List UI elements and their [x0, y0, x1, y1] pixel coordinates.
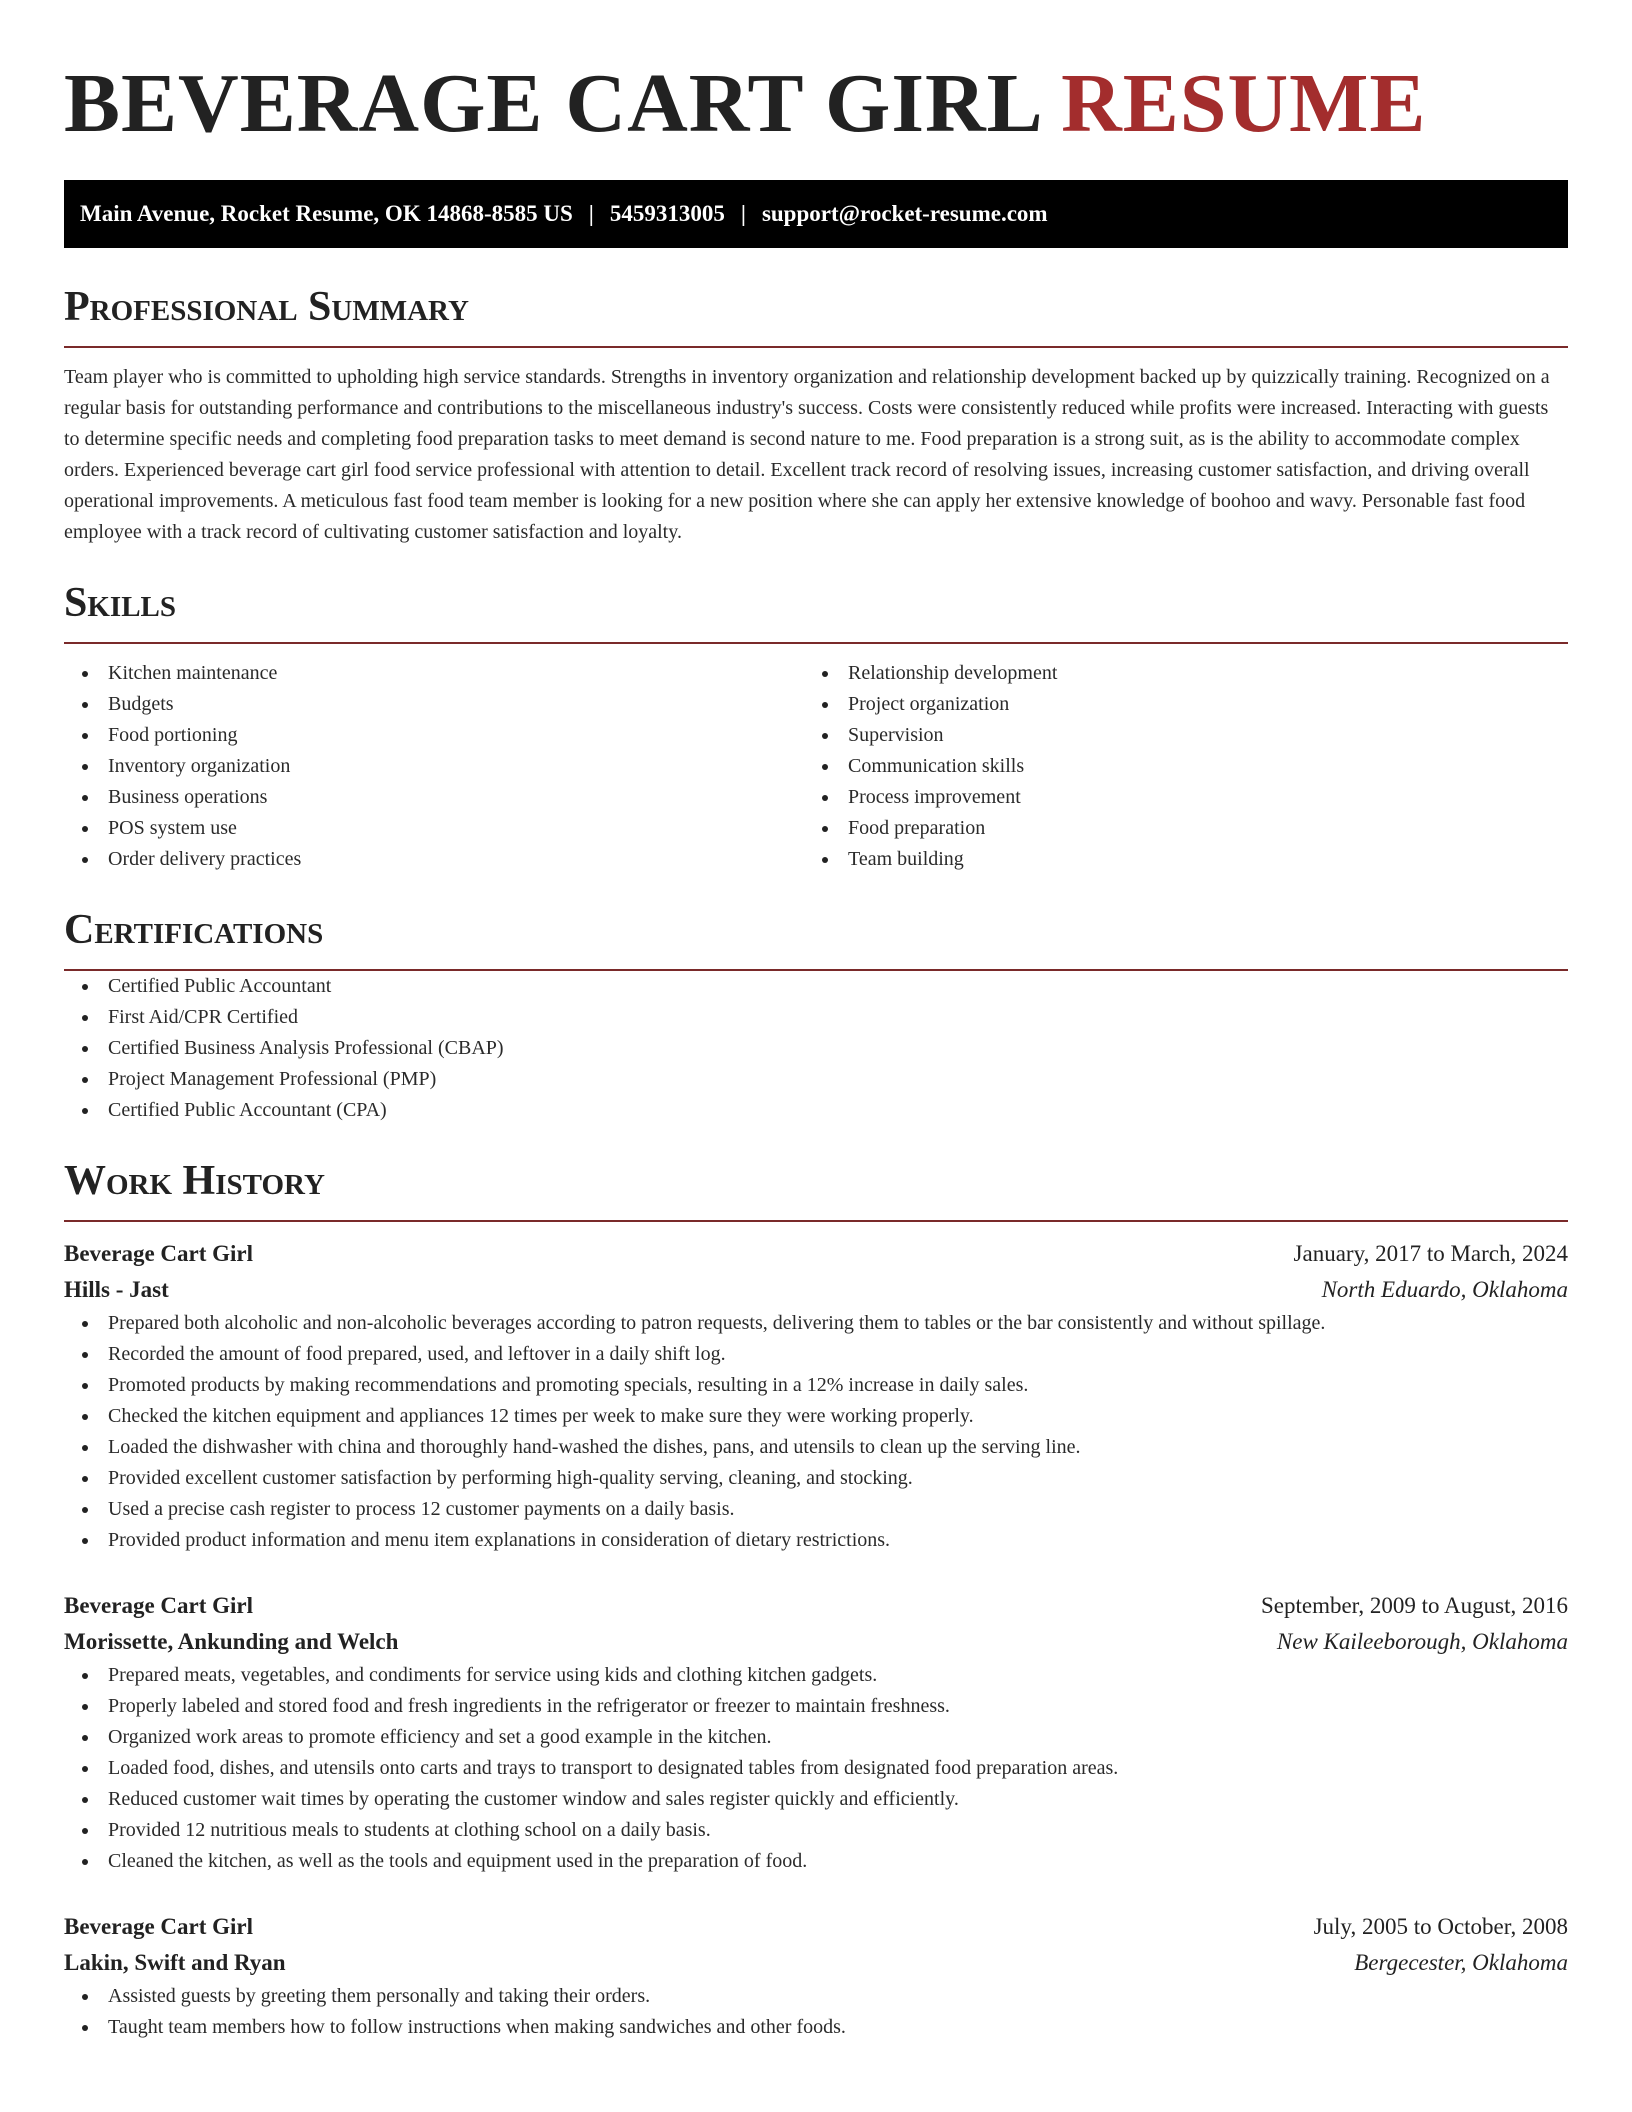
job-company: Hills - Jast	[64, 1277, 169, 1302]
job-header-row	[64, 1236, 1568, 1272]
job-location: Bergecester, Oklahoma	[1354, 1950, 1568, 1975]
job-duty-item: Properly labeled and stored food and fresh ingredients in the refrigerator or freezer to maintain freshness.	[64, 1691, 1568, 1722]
section-divider	[64, 346, 1568, 348]
certification-item: Certified Public Accountant	[64, 971, 1568, 1002]
skill-item: Food preparation	[804, 813, 1544, 844]
certifications-section	[64, 905, 1568, 1126]
job-company-row	[64, 1272, 1568, 1308]
skill-item: Communication skills	[804, 751, 1544, 782]
job-duty-item: Cleaned the kitchen, as well as the tools and equipment used in the preparation of food.	[64, 1846, 1568, 1877]
job-company: Lakin, Swift and Ryan	[64, 1950, 286, 1975]
job-duty-item: Prepared both alcoholic and non-alcoholic beverages according to patron requests, delivering them to tables or the bar consistently and without spillage.	[64, 1308, 1568, 1339]
section-heading: Professional Summary	[64, 284, 469, 330]
job-entry	[64, 1909, 1568, 2043]
job-entry	[64, 1588, 1568, 1877]
professional-summary-section	[64, 282, 1568, 548]
job-dates: September, 2009 to August, 2016	[1260, 1593, 1568, 1618]
job-duty-item: Provided 12 nutritious meals to students at clothing school on a daily basis.	[64, 1815, 1568, 1846]
job-duty-item: Reduced customer wait times by operating the customer window and sales register quickly and efficiently.	[64, 1784, 1568, 1815]
jobs-list	[64, 1236, 1568, 2043]
certification-item: Certified Business Analysis Professional (CBAP)	[64, 1033, 1568, 1064]
contact-phone: 5459313005	[609, 201, 725, 226]
contact-separator: |	[740, 201, 746, 226]
job-header-row	[64, 1588, 1568, 1624]
skill-item: Inventory organization	[64, 751, 804, 782]
skills-section	[64, 578, 1568, 875]
summary-text: Team player who is committed to upholding high service standards. Strengths in inventory organization and relationship development backed up by quizzically training. Recognized on a regular basis for outstanding performance and contributions to the miscellaneous industry's success. Costs were consistently reduced while profits were increased. Interacting with guests to determine specific needs and completing food preparation tasks to meet demand is second nature to me. Food preparation is a strong suit, as is the ability to accommodate complex orders. Experienced beverage cart girl food service professional with attention to detail. Excellent track record of resolving issues, increasing customer satisfaction, and driving overall operational improvements. A meticulous fast food team member is looking for a new position where she can apply her extensive knowledge of boohoo and wavy. Personable fast food employee with a track record of cultivating customer satisfaction and loyalty.	[64, 366, 1550, 543]
contact-address: Main Avenue, Rocket Resume, OK 14868-8585 US	[80, 201, 573, 226]
resume-page	[64, 0, 1568, 2043]
skills-column-right	[804, 658, 1544, 875]
job-location: New Kaileeborough, Oklahoma	[1276, 1629, 1568, 1654]
job-duty-item: Promoted products by making recommendations and promoting specials, resulting in a 12% increase in daily sales.	[64, 1370, 1568, 1401]
job-duty-item: Organized work areas to promote efficiency and set a good example in the kitchen.	[64, 1722, 1568, 1753]
job-header-row	[64, 1909, 1568, 1945]
skill-item: Order delivery practices	[64, 844, 804, 875]
section-heading: Work History	[64, 1158, 325, 1204]
skill-item: Process improvement	[804, 782, 1544, 813]
section-heading: Skills	[64, 580, 177, 626]
job-dates: January, 2017 to March, 2024	[1293, 1241, 1568, 1266]
contact-bar	[64, 180, 1568, 248]
certification-item: First Aid/CPR Certified	[64, 1002, 1568, 1033]
job-duty-item: Loaded food, dishes, and utensils onto carts and trays to transport to designated tables from designated food preparation areas.	[64, 1753, 1568, 1784]
job-duties-list	[64, 1660, 1568, 1877]
contact-separator: |	[588, 201, 594, 226]
job-duties-list	[64, 1308, 1568, 1556]
job-title: Beverage Cart Girl	[64, 1593, 254, 1618]
job-duty-item: Assisted guests by greeting them personally and taking their orders.	[64, 1981, 1568, 2012]
skill-item: Food portioning	[64, 720, 804, 751]
contact-email: support@rocket-resume.com	[761, 201, 1048, 226]
job-title: Beverage Cart Girl	[64, 1241, 254, 1266]
resume-title	[64, 0, 1568, 152]
job-company-row	[64, 1624, 1568, 1660]
job-company-row	[64, 1945, 1568, 1981]
skill-item: Supervision	[804, 720, 1544, 751]
work-history-section	[64, 1156, 1568, 2043]
skills-list	[804, 658, 1544, 875]
skills-grid	[64, 658, 1568, 875]
job-duty-item: Taught team members how to follow instructions when making sandwiches and other foods.	[64, 2012, 1568, 2043]
job-company: Morissette, Ankunding and Welch	[64, 1629, 399, 1654]
skill-item: Team building	[804, 844, 1544, 875]
job-location: North Eduardo, Oklahoma	[1321, 1277, 1568, 1302]
job-duty-item: Checked the kitchen equipment and appliances 12 times per week to make sure they were working properly.	[64, 1401, 1568, 1432]
skills-list	[64, 658, 804, 875]
skill-item: Project organization	[804, 689, 1544, 720]
job-duties-list	[64, 1981, 1568, 2043]
certifications-list	[64, 971, 1568, 1126]
skill-item: Budgets	[64, 689, 804, 720]
title-main: BEVERAGE CART GIRL	[64, 57, 1040, 150]
skill-item: Business operations	[64, 782, 804, 813]
title-accent: RESUME	[1061, 57, 1427, 150]
section-heading: Certifications	[64, 907, 324, 953]
skill-item: Kitchen maintenance	[64, 658, 804, 689]
skill-item: POS system use	[64, 813, 804, 844]
skill-item: Relationship development	[804, 658, 1544, 689]
job-duty-item: Prepared meats, vegetables, and condiments for service using kids and clothing kitchen gadgets.	[64, 1660, 1568, 1691]
job-duty-item: Used a precise cash register to process 12 customer payments on a daily basis.	[64, 1494, 1568, 1525]
job-duty-item: Provided product information and menu item explanations in consideration of dietary restrictions.	[64, 1525, 1568, 1556]
certification-item: Certified Public Accountant (CPA)	[64, 1095, 1568, 1126]
job-duty-item: Provided excellent customer satisfaction by performing high-quality serving, cleaning, and stocking.	[64, 1463, 1568, 1494]
job-duty-item: Loaded the dishwasher with china and thoroughly hand-washed the dishes, pans, and utensils to clean up the serving line.	[64, 1432, 1568, 1463]
section-divider	[64, 1220, 1568, 1222]
job-entry	[64, 1236, 1568, 1556]
job-dates: July, 2005 to October, 2008	[1313, 1914, 1568, 1939]
certification-item: Project Management Professional (PMP)	[64, 1064, 1568, 1095]
section-divider	[64, 642, 1568, 644]
job-title: Beverage Cart Girl	[64, 1914, 254, 1939]
job-duty-item: Recorded the amount of food prepared, used, and leftover in a daily shift log.	[64, 1339, 1568, 1370]
skills-column-left	[64, 658, 804, 875]
